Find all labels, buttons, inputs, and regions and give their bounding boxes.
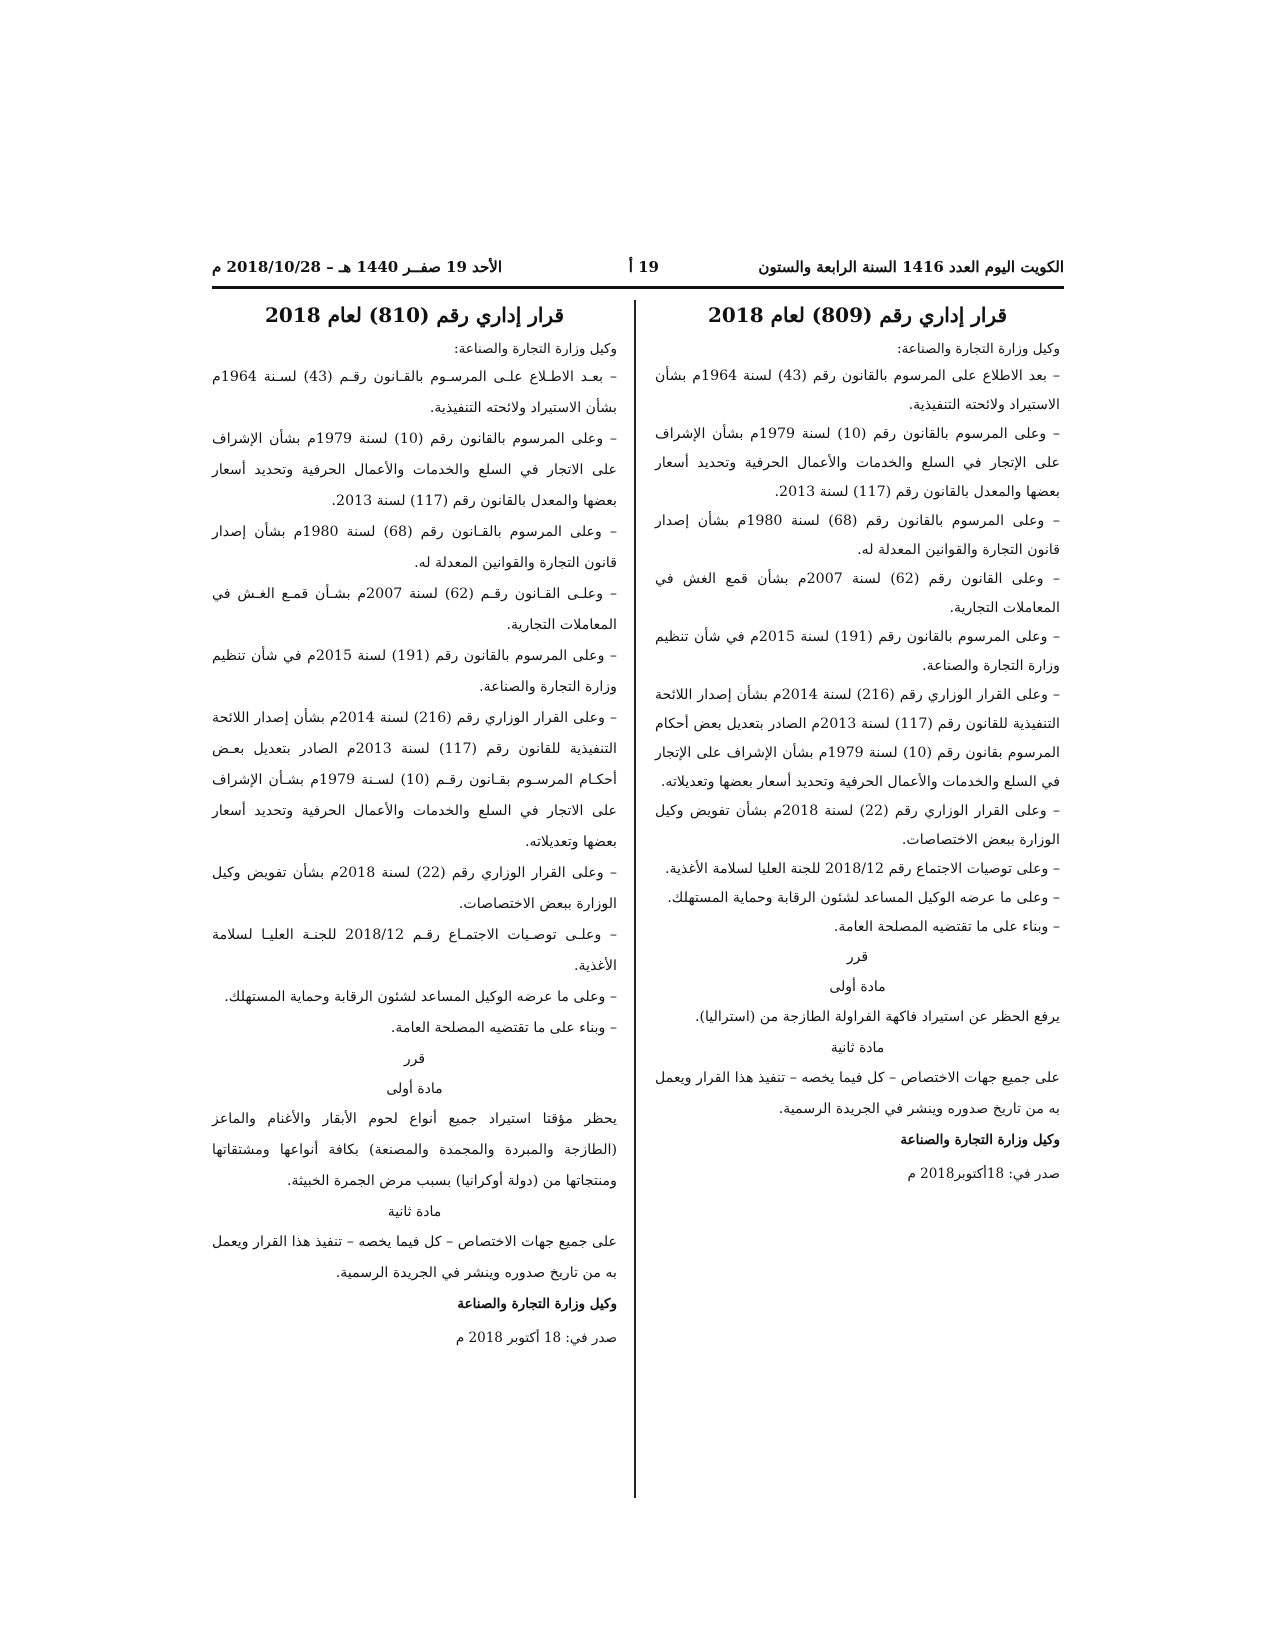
- decision-809-article1-text: يرفع الحظر عن استيراد فاكهة الفراولة الطازجة من (استراليا).: [694, 1009, 1060, 1025]
- decision-810-preamble: – وعلى القرار الوزاري رقم (22) لسنة 2018م بشأن تفويض وكيل الوزارة ببعض الاختصاصات.: [212, 865, 618, 912]
- decision-809-preamble: – وبناء على ما تقتضيه المصلحة العامة.: [833, 919, 1060, 935]
- decision-809-preamble: – وعلى المرسوم بالقانون رقم (191) لسنة 2015م في شأن تنظيم وزارة التجارة والصناعة.: [655, 629, 1060, 674]
- decision-809-title: قرار إداري رقم (809) لعام 2018: [707, 303, 1008, 327]
- decision-809-issue-date: صدر في: 18أكتوبر2018 م: [907, 1166, 1060, 1182]
- header-rule: [212, 286, 1064, 289]
- decision-809-preamble: – بعد الاطلاع على المرسوم بالقانون رقم (43) لسنة 1964م بشأن الاستيراد ولائحته التنفيذية.: [655, 368, 1060, 413]
- decision-810-title: قرار إداري رقم (810) لعام 2018: [264, 303, 565, 327]
- decision-809-preamble: – وعلى القرار الوزاري رقم (216) لسنة 2014م بشأن إصدار اللائحة التنفيذية للقانون رقم (117) لسنة 2013م الصادر بتعديل بعض أحكام المرسوم بقانون رقم (10) لسنة 1979م بشأن الإشراف على الإتجار في السلع والخدمات والأعمال الحرفية وتحديد أسعار بعضها وتعديلاته.: [655, 687, 1060, 790]
- page-number: 19 أ: [628, 258, 659, 276]
- decision-810-preamble: – بعـد الاطـلاع علـى المرسـوم بالقـانون رقـم (43) لسـنة 1964م بشأن الاستيراد ولائحته التنفيذية.: [212, 369, 617, 416]
- decision-810-issue-date: صدر في: 18 أكتوبر 2018 م: [455, 1330, 617, 1346]
- decision-810-article2-title: مادة ثانية: [387, 1204, 442, 1220]
- decision-810-preamble: – وبناء على ما تقتضيه المصلحة العامة.: [390, 1020, 617, 1036]
- decision-809-article1-title: مادة أولى: [829, 979, 886, 995]
- decision-809-preamble: – وعلى القانون رقم (62) لسنة 2007م بشأن قمع الغش في المعاملات التجارية.: [655, 571, 1061, 616]
- decision-810-preamble: – وعلى المرسوم بالقانون رقم (191) لسنة 2015م في شأن تنظيم وزارة التجارة والصناعة.: [212, 648, 617, 695]
- decision-810-article1-title: مادة أولى: [386, 1081, 443, 1097]
- decision-809-preamble: – وعلى المرسوم بالقانون رقم (68) لسنة 1980م بشأن إصدار قانون التجارة والقوانين المعدلة له.: [655, 513, 1060, 558]
- decision-809-article2-text: على جميع جهات الاختصاص – كل فيما يخصه – تنفيذ هذا القرار ويعمل به من تاريخ صدوره وينشر في الجريدة الرسمية.: [655, 1070, 1060, 1117]
- decision-810-article2-text: على جميع جهات الاختصاص – كل فيما يخصه – تنفيذ هذا القرار ويعمل به من تاريخ صدوره وينشر في الجريدة الرسمية.: [212, 1234, 617, 1281]
- decision-810-article1-text: يحظر مؤقتا استيراد جميع أنواع لحوم الأبقار والأغنام والماعز (الطازجة والمبردة والمجمدة والمصنعة) بكافة أنواعها ومشتقاتها ومنتجاتها من (دولة أوكرانيا) بسبب مرض الجمرة الخبيثة.: [212, 1111, 617, 1189]
- decision-810-signature: وكيل وزارة التجارة والصناعة: [457, 1296, 617, 1312]
- decision-809-signature: وكيل وزارة التجارة والصناعة: [900, 1132, 1060, 1148]
- decision-809-article2-title: مادة ثانية: [830, 1040, 885, 1056]
- decision-809-column: [655, 298, 1060, 1189]
- decision-809-preamble: – وعلى القرار الوزاري رقم (22) لسنة 2018م بشأن تفويض وكيل الوزارة ببعض الاختصاصات.: [655, 803, 1061, 848]
- decision-809-preamble: – وعلى ما عرضه الوكيل المساعد لشئون الرقابة وحماية المستهلك.: [667, 890, 1060, 906]
- decision-810-preamble: – وعلى المرسوم بالقانون رقم (10) لسنة 1979م بشأن الإشراف على الاتجار في السلع والخدمات والأعمال الحرفية وتحديد أسعار بعضها والمعدل بالقانون رقم (117) لسنة 2013.: [212, 431, 617, 509]
- decision-810-decided: قرر: [403, 1051, 426, 1067]
- decision-810-preamble: – وعلى المرسوم بالقـانون رقم (68) لسنة 1980م بشأن إصدار قانون التجارة والقوانين المعدلة له.: [212, 524, 617, 571]
- decision-809-preamble: – وعلى توصيات الاجتماع رقم 2018/12 للجنة العليا لسلامة الأغذية.: [664, 861, 1060, 877]
- decision-810-column: [212, 298, 617, 1353]
- page-header: [212, 258, 1064, 280]
- decision-809-preamble: – وعلى المرسوم بالقانون رقم (10) لسنة 1979م بشأن الإشراف على الإتجار في السلع والخدمات والأعمال الحرفية وتحديد أسعار بعضها والمعدل بالقانون رقم (117) لسنة 2013.: [655, 426, 1060, 500]
- decision-809-decided: قرر: [846, 949, 869, 965]
- decision-810-preamble: – وعلى القرار الوزاري رقم (216) لسنة 2014م بشأن إصدار اللائحة التنفيذية للقانون رقم (117) لسنة 2013م الصادر بتعديل بعـض أحكـام المرسـوم بقـانون رقـم (10) لسـنة 1979م بشـأن الإشراف على الاتجار في السلع والخدمات والأعمال الحرفية وتحديد أسعار بعضها وتعديلاته.: [212, 710, 617, 850]
- gazette-issue: الكويت اليوم العدد 1416 السنة الرابعة والستون: [758, 258, 1064, 276]
- decision-810-preamble: – وعلى ما عرضه الوكيل المساعد لشئون الرقابة وحماية المستهلك.: [224, 989, 617, 1005]
- column-divider: [634, 300, 636, 1498]
- decision-810-preamble: – وعلـى القـانون رقـم (62) لسنة 2007م بشـأن قمـع الغـش في المعاملات التجارية.: [212, 586, 618, 633]
- issue-date: الأحد 19 صفــر 1440 هـ – 2018/10/28 م: [212, 258, 503, 276]
- decision-810-preamble: – وعلـى توصـيات الاجتمـاع رقـم 2018/12 للجنـة العليـا لسلامة الأغذية.: [212, 927, 617, 974]
- decision-810-issuer: وكيل وزارة التجارة والصناعة:: [454, 341, 617, 357]
- decision-809-issuer: وكيل وزارة التجارة والصناعة:: [897, 341, 1060, 357]
